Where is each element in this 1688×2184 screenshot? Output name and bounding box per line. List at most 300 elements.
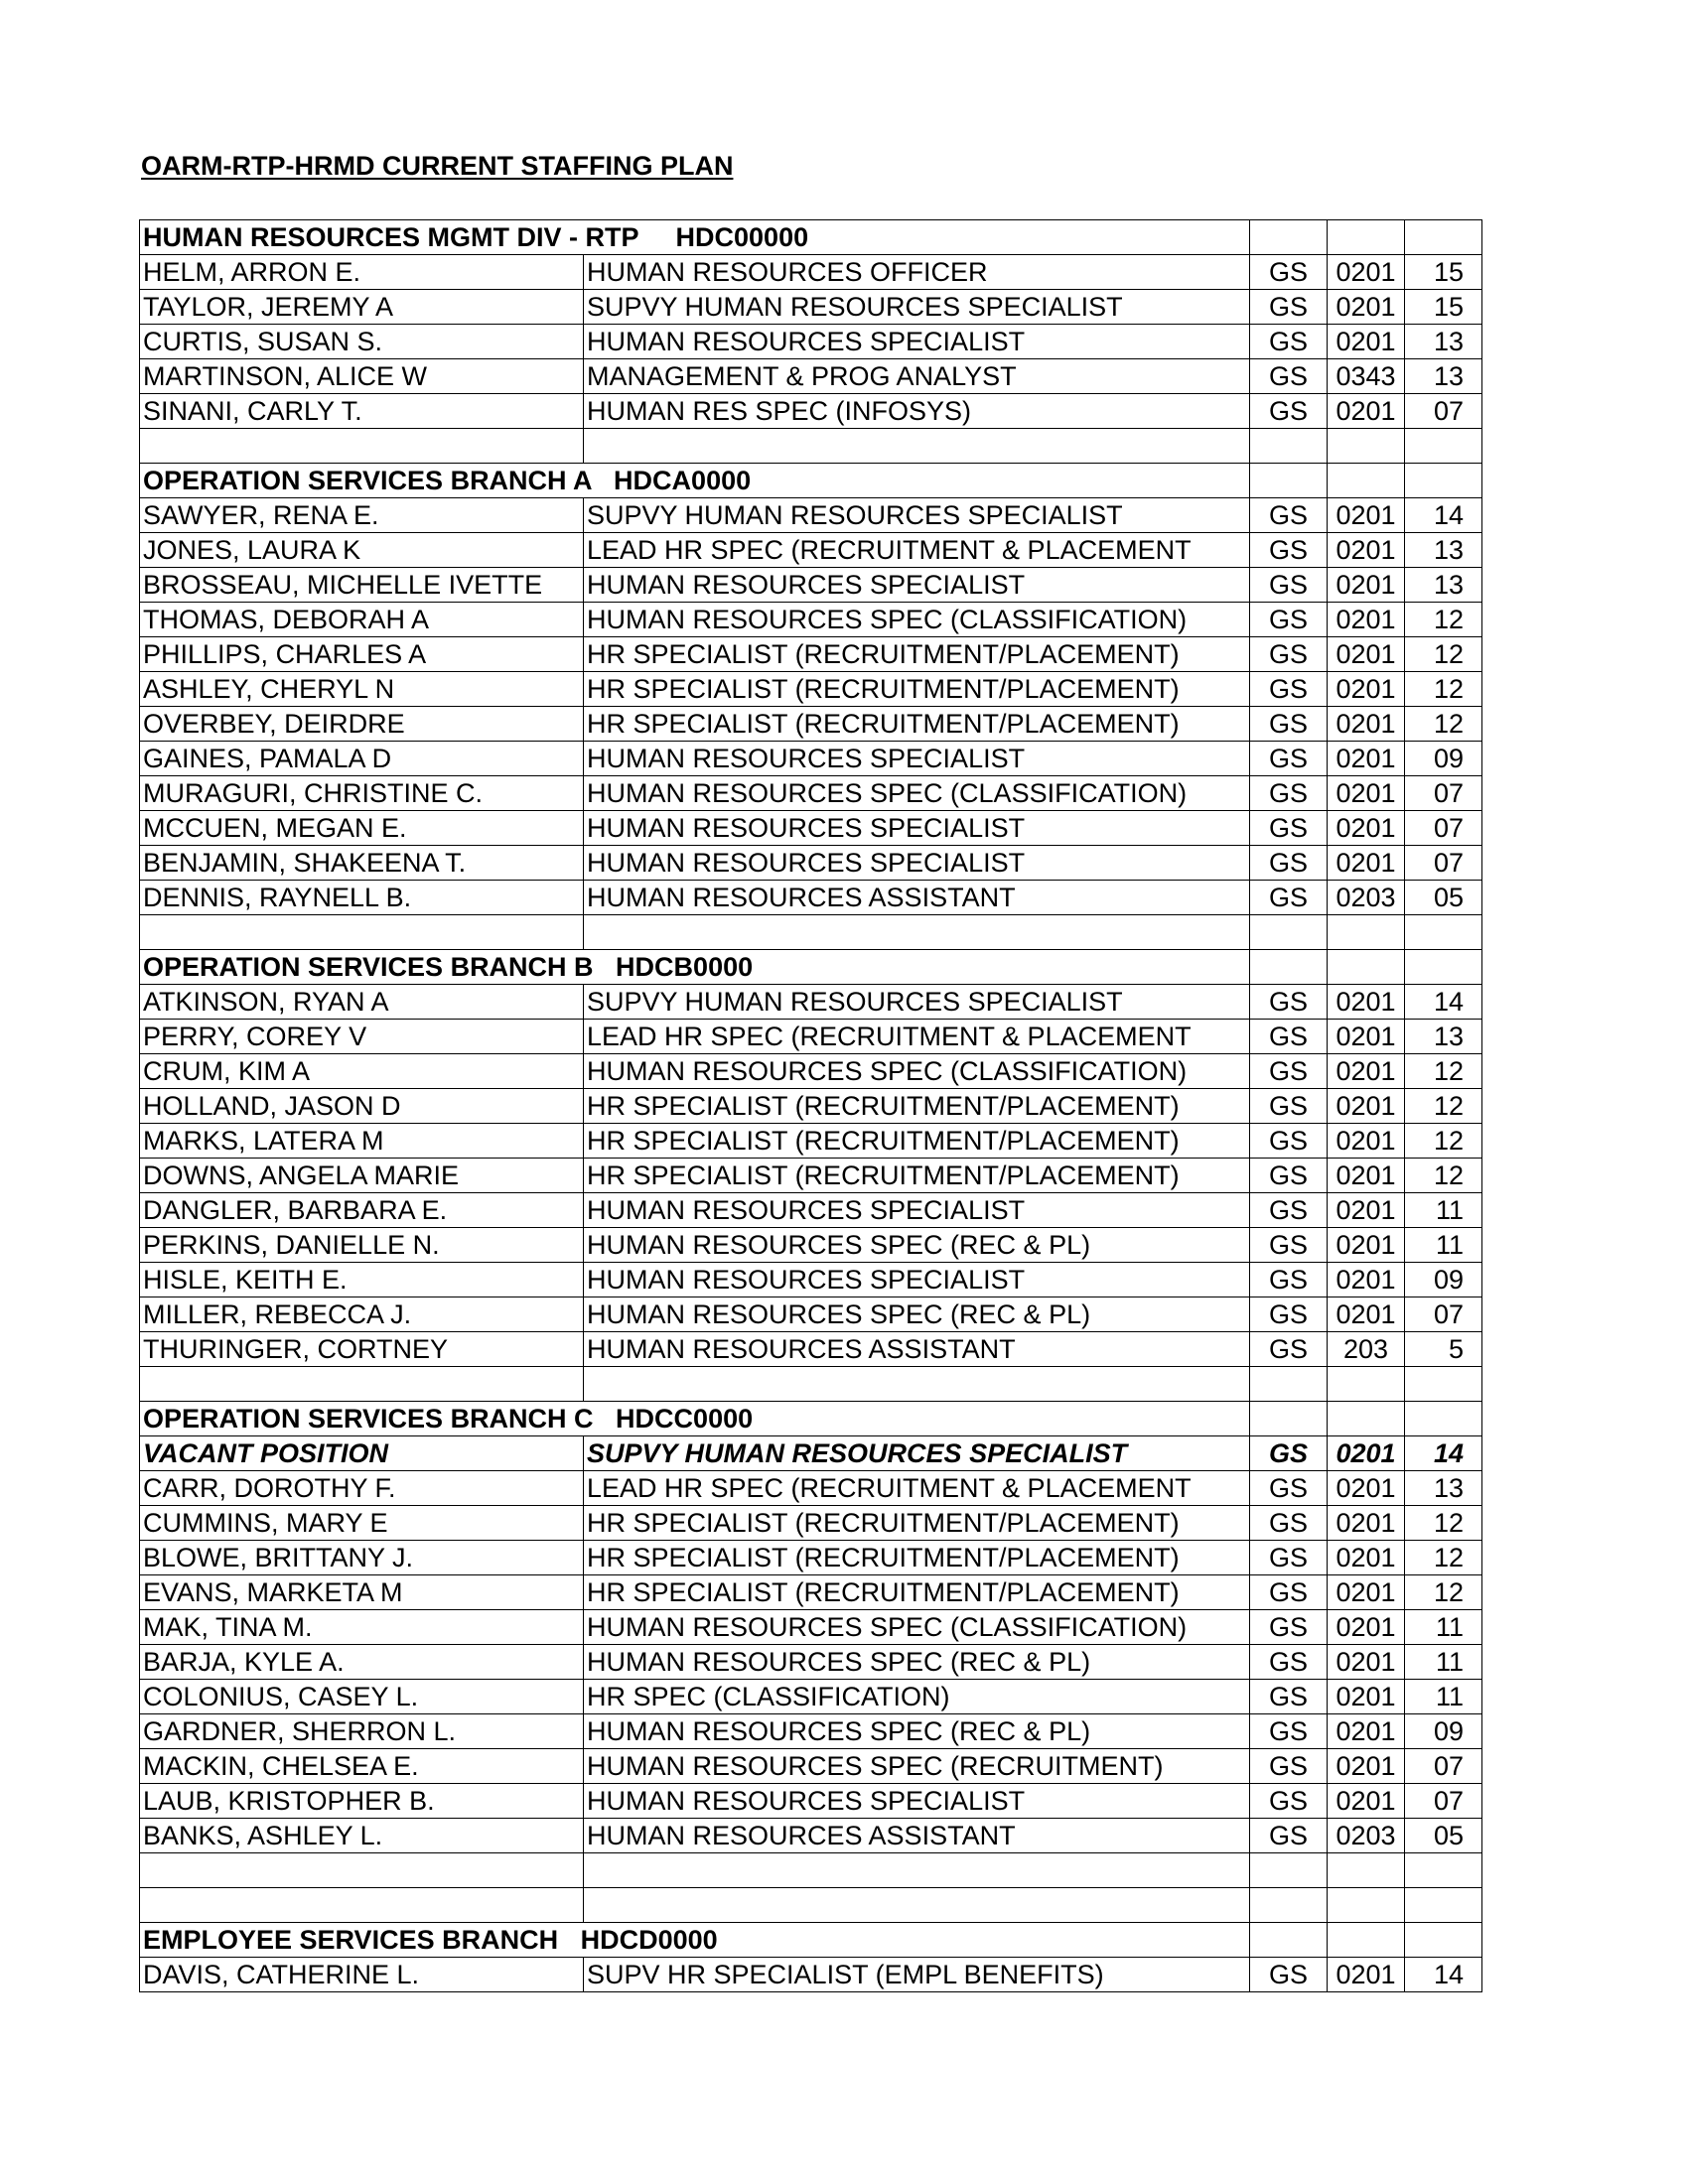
occupational-series: 0201 <box>1328 1506 1405 1541</box>
pay-plan: GS <box>1250 1471 1328 1506</box>
section-header: EMPLOYEE SERVICES BRANCH HDCD0000 <box>140 1923 1250 1958</box>
pay-plan: GS <box>1250 1819 1328 1853</box>
table-row <box>140 672 1482 707</box>
table-row <box>140 1819 1482 1853</box>
pay-plan: GS <box>1250 325 1328 359</box>
position-title: HUMAN RESOURCES SPEC (CLASSIFICATION) <box>584 1054 1250 1089</box>
document-title: OARM-RTP-HRMD CURRENT STAFFING PLAN <box>141 151 734 181</box>
occupational-series: 0201 <box>1328 1958 1405 1992</box>
grade: 12 <box>1405 603 1482 637</box>
position-title: HR SPECIALIST (RECRUITMENT/PLACEMENT) <box>584 1541 1250 1575</box>
occupational-series: 0343 <box>1328 359 1405 394</box>
pay-plan: GS <box>1250 1089 1328 1124</box>
employee-name: HISLE, KEITH E. <box>140 1263 584 1297</box>
employee-name: BANKS, ASHLEY L. <box>140 1819 584 1853</box>
empty-cell <box>1250 220 1328 255</box>
grade: 07 <box>1405 776 1482 811</box>
position-title: HR SPECIALIST (RECRUITMENT/PLACEMENT) <box>584 672 1250 707</box>
employee-name: VACANT POSITION <box>140 1436 584 1471</box>
section-header-row <box>140 1923 1482 1958</box>
pay-plan: GS <box>1250 1054 1328 1089</box>
occupational-series: 0201 <box>1328 1784 1405 1819</box>
grade: 13 <box>1405 359 1482 394</box>
table-row <box>140 1575 1482 1610</box>
position-title: HUMAN RESOURCES OFFICER <box>584 255 1250 290</box>
position-title: LEAD HR SPEC (RECRUITMENT & PLACEMENT <box>584 1471 1250 1506</box>
position-title: HR SPECIALIST (RECRUITMENT/PLACEMENT) <box>584 1575 1250 1610</box>
position-title: SUPVY HUMAN RESOURCES SPECIALIST <box>584 498 1250 533</box>
empty-cell <box>1250 1367 1328 1402</box>
empty-cell <box>1250 1402 1328 1436</box>
occupational-series: 0201 <box>1328 846 1405 881</box>
table-row <box>140 394 1482 429</box>
empty-cell <box>1328 464 1405 498</box>
empty-cell <box>1250 1853 1328 1888</box>
table-row <box>140 1506 1482 1541</box>
pay-plan: GS <box>1250 776 1328 811</box>
table-row <box>140 1020 1482 1054</box>
grade: 12 <box>1405 1541 1482 1575</box>
table-row <box>140 1645 1482 1680</box>
pay-plan: GS <box>1250 1714 1328 1749</box>
grade: 13 <box>1405 1471 1482 1506</box>
employee-name: BLOWE, BRITTANY J. <box>140 1541 584 1575</box>
table-row <box>140 533 1482 568</box>
table-row <box>140 1263 1482 1297</box>
pay-plan: GS <box>1250 1297 1328 1332</box>
empty-cell <box>1250 464 1328 498</box>
employee-name: BROSSEAU, MICHELLE IVETTE <box>140 568 584 603</box>
position-title: HUMAN RESOURCES SPECIALIST <box>584 742 1250 776</box>
empty-cell <box>584 1853 1250 1888</box>
employee-name: SAWYER, RENA E. <box>140 498 584 533</box>
grade: 07 <box>1405 811 1482 846</box>
occupational-series: 0201 <box>1328 1159 1405 1193</box>
empty-cell <box>1328 1402 1405 1436</box>
table-row <box>140 359 1482 394</box>
grade: 13 <box>1405 533 1482 568</box>
pay-plan: GS <box>1250 846 1328 881</box>
position-title: LEAD HR SPEC (RECRUITMENT & PLACEMENT <box>584 533 1250 568</box>
pay-plan: GS <box>1250 394 1328 429</box>
occupational-series: 0201 <box>1328 776 1405 811</box>
employee-name: HOLLAND, JASON D <box>140 1089 584 1124</box>
pay-plan: GS <box>1250 985 1328 1020</box>
pay-plan: GS <box>1250 1784 1328 1819</box>
grade: 11 <box>1405 1645 1482 1680</box>
section-header-row <box>140 220 1482 255</box>
grade: 09 <box>1405 1263 1482 1297</box>
pay-plan: GS <box>1250 1749 1328 1784</box>
table-row <box>140 603 1482 637</box>
blank-row <box>140 429 1482 464</box>
occupational-series: 0201 <box>1328 1749 1405 1784</box>
grade: 11 <box>1405 1680 1482 1714</box>
employee-name: DAVIS, CATHERINE L. <box>140 1958 584 1992</box>
occupational-series: 0201 <box>1328 394 1405 429</box>
table-row <box>140 1054 1482 1089</box>
empty-cell <box>584 1367 1250 1402</box>
employee-name: OVERBEY, DEIRDRE <box>140 707 584 742</box>
grade: 07 <box>1405 1784 1482 1819</box>
occupational-series: 0201 <box>1328 1645 1405 1680</box>
table-row <box>140 1124 1482 1159</box>
empty-cell <box>584 915 1250 950</box>
grade: 12 <box>1405 1054 1482 1089</box>
grade: 15 <box>1405 290 1482 325</box>
table-row <box>140 1541 1482 1575</box>
table-row <box>140 1193 1482 1228</box>
occupational-series: 0203 <box>1328 1819 1405 1853</box>
pay-plan: GS <box>1250 1159 1328 1193</box>
empty-cell <box>1250 915 1328 950</box>
occupational-series: 0201 <box>1328 1193 1405 1228</box>
occupational-series: 0201 <box>1328 1263 1405 1297</box>
position-title: HUMAN RESOURCES SPEC (REC & PL) <box>584 1645 1250 1680</box>
empty-cell <box>140 1367 584 1402</box>
grade: 05 <box>1405 881 1482 915</box>
employee-name: EVANS, MARKETA M <box>140 1575 584 1610</box>
position-title: HUMAN RESOURCES ASSISTANT <box>584 881 1250 915</box>
section-header: OPERATION SERVICES BRANCH B HDCB0000 <box>140 950 1250 985</box>
position-title: HUMAN RESOURCES SPECIALIST <box>584 846 1250 881</box>
employee-name: HELM, ARRON E. <box>140 255 584 290</box>
employee-name: MCCUEN, MEGAN E. <box>140 811 584 846</box>
empty-cell <box>1328 915 1405 950</box>
occupational-series: 0201 <box>1328 1575 1405 1610</box>
occupational-series: 0201 <box>1328 1089 1405 1124</box>
empty-cell <box>1328 429 1405 464</box>
employee-name: MARTINSON, ALICE W <box>140 359 584 394</box>
employee-name: MARKS, LATERA M <box>140 1124 584 1159</box>
empty-cell <box>1405 464 1482 498</box>
pay-plan: GS <box>1250 1020 1328 1054</box>
position-title: SUPV HR SPECIALIST (EMPL BENEFITS) <box>584 1958 1250 1992</box>
staffing-table <box>139 219 1482 1992</box>
pay-plan: GS <box>1250 1332 1328 1367</box>
position-title: HUMAN RESOURCES SPEC (REC & PL) <box>584 1228 1250 1263</box>
occupational-series: 0201 <box>1328 568 1405 603</box>
occupational-series: 0201 <box>1328 533 1405 568</box>
pay-plan: GS <box>1250 1575 1328 1610</box>
empty-cell <box>1250 1888 1328 1923</box>
table-row <box>140 290 1482 325</box>
table-row <box>140 1958 1482 1992</box>
occupational-series: 0201 <box>1328 1297 1405 1332</box>
pay-plan: GS <box>1250 1958 1328 1992</box>
pay-plan: GS <box>1250 1680 1328 1714</box>
empty-cell <box>1405 1402 1482 1436</box>
pay-plan: GS <box>1250 255 1328 290</box>
position-title: SUPVY HUMAN RESOURCES SPECIALIST <box>584 290 1250 325</box>
position-title: HUMAN RESOURCES SPEC (RECRUITMENT) <box>584 1749 1250 1784</box>
table-row <box>140 1680 1482 1714</box>
table-row <box>140 1089 1482 1124</box>
position-title: HUMAN RES SPEC (INFOSYS) <box>584 394 1250 429</box>
employee-name: DANGLER, BARBARA E. <box>140 1193 584 1228</box>
table-row <box>140 1332 1482 1367</box>
pay-plan: GS <box>1250 707 1328 742</box>
empty-cell <box>1405 1367 1482 1402</box>
section-header: OPERATION SERVICES BRANCH A HDCA0000 <box>140 464 1250 498</box>
grade: 14 <box>1405 985 1482 1020</box>
pay-plan: GS <box>1250 603 1328 637</box>
position-title: HR SPECIALIST (RECRUITMENT/PLACEMENT) <box>584 707 1250 742</box>
table-row <box>140 637 1482 672</box>
employee-name: BARJA, KYLE A. <box>140 1645 584 1680</box>
staffing-table-body <box>140 220 1482 1992</box>
empty-cell <box>1405 950 1482 985</box>
position-title: HR SPEC (CLASSIFICATION) <box>584 1680 1250 1714</box>
employee-name: THOMAS, DEBORAH A <box>140 603 584 637</box>
occupational-series: 0201 <box>1328 1020 1405 1054</box>
pay-plan: GS <box>1250 1193 1328 1228</box>
pay-plan: GS <box>1250 1645 1328 1680</box>
occupational-series: 0201 <box>1328 637 1405 672</box>
section-header-row <box>140 950 1482 985</box>
grade: 13 <box>1405 568 1482 603</box>
empty-cell <box>1405 1923 1482 1958</box>
empty-cell <box>1405 915 1482 950</box>
occupational-series: 0201 <box>1328 255 1405 290</box>
occupational-series: 0201 <box>1328 1228 1405 1263</box>
employee-name: SINANI, CARLY T. <box>140 394 584 429</box>
position-title: HUMAN RESOURCES SPECIALIST <box>584 811 1250 846</box>
grade: 11 <box>1405 1610 1482 1645</box>
empty-cell <box>1328 950 1405 985</box>
occupational-series: 0201 <box>1328 1124 1405 1159</box>
table-row <box>140 846 1482 881</box>
position-title: SUPVY HUMAN RESOURCES SPECIALIST <box>584 985 1250 1020</box>
pay-plan: GS <box>1250 1263 1328 1297</box>
grade: 12 <box>1405 1506 1482 1541</box>
occupational-series: 0201 <box>1328 742 1405 776</box>
empty-cell <box>1250 1923 1328 1958</box>
position-title: HUMAN RESOURCES SPEC (REC & PL) <box>584 1297 1250 1332</box>
pay-plan: GS <box>1250 1436 1328 1471</box>
grade: 14 <box>1405 1436 1482 1471</box>
empty-cell <box>1405 1853 1482 1888</box>
empty-cell <box>140 1888 584 1923</box>
empty-cell <box>1328 1853 1405 1888</box>
employee-name: CARR, DOROTHY F. <box>140 1471 584 1506</box>
blank-row <box>140 1367 1482 1402</box>
position-title: HUMAN RESOURCES SPECIALIST <box>584 1263 1250 1297</box>
pay-plan: GS <box>1250 881 1328 915</box>
position-title: HUMAN RESOURCES SPECIALIST <box>584 1784 1250 1819</box>
occupational-series: 0201 <box>1328 1541 1405 1575</box>
grade: 07 <box>1405 1297 1482 1332</box>
occupational-series: 0201 <box>1328 1054 1405 1089</box>
table-row <box>140 255 1482 290</box>
empty-cell <box>584 1888 1250 1923</box>
section-header: HUMAN RESOURCES MGMT DIV - RTP HDC00000 <box>140 220 1250 255</box>
employee-name: ATKINSON, RYAN A <box>140 985 584 1020</box>
empty-cell <box>1328 220 1405 255</box>
vacant-position-row <box>140 1436 1482 1471</box>
position-title: HR SPECIALIST (RECRUITMENT/PLACEMENT) <box>584 1089 1250 1124</box>
employee-name: COLONIUS, CASEY L. <box>140 1680 584 1714</box>
position-title: LEAD HR SPEC (RECRUITMENT & PLACEMENT <box>584 1020 1250 1054</box>
grade: 05 <box>1405 1819 1482 1853</box>
occupational-series: 0201 <box>1328 498 1405 533</box>
position-title: HUMAN RESOURCES SPEC (CLASSIFICATION) <box>584 776 1250 811</box>
occupational-series: 0201 <box>1328 1714 1405 1749</box>
empty-cell <box>140 915 584 950</box>
employee-name: ASHLEY, CHERYL N <box>140 672 584 707</box>
occupational-series: 0201 <box>1328 290 1405 325</box>
table-row <box>140 1610 1482 1645</box>
empty-cell <box>1250 429 1328 464</box>
employee-name: GARDNER, SHERRON L. <box>140 1714 584 1749</box>
employee-name: TAYLOR, JEREMY A <box>140 290 584 325</box>
employee-name: PERRY, COREY V <box>140 1020 584 1054</box>
blank-row <box>140 1853 1482 1888</box>
pay-plan: GS <box>1250 1506 1328 1541</box>
position-title: HUMAN RESOURCES SPEC (CLASSIFICATION) <box>584 603 1250 637</box>
position-title: MANAGEMENT & PROG ANALYST <box>584 359 1250 394</box>
occupational-series: 0201 <box>1328 811 1405 846</box>
employee-name: PERKINS, DANIELLE N. <box>140 1228 584 1263</box>
pay-plan: GS <box>1250 1124 1328 1159</box>
pay-plan: GS <box>1250 359 1328 394</box>
empty-cell <box>1405 220 1482 255</box>
table-row <box>140 985 1482 1020</box>
grade: 12 <box>1405 707 1482 742</box>
table-row <box>140 811 1482 846</box>
grade: 14 <box>1405 498 1482 533</box>
blank-row <box>140 1888 1482 1923</box>
empty-cell <box>140 1853 584 1888</box>
position-title: HUMAN RESOURCES SPECIALIST <box>584 325 1250 359</box>
grade: 07 <box>1405 1749 1482 1784</box>
table-row <box>140 568 1482 603</box>
empty-cell <box>1250 950 1328 985</box>
pay-plan: GS <box>1250 1610 1328 1645</box>
grade: 12 <box>1405 637 1482 672</box>
table-row <box>140 1784 1482 1819</box>
grade: 12 <box>1405 1159 1482 1193</box>
pay-plan: GS <box>1250 742 1328 776</box>
grade: 12 <box>1405 672 1482 707</box>
pay-plan: GS <box>1250 672 1328 707</box>
table-row <box>140 1297 1482 1332</box>
position-title: HUMAN RESOURCES SPEC (REC & PL) <box>584 1714 1250 1749</box>
occupational-series: 0201 <box>1328 1610 1405 1645</box>
grade: 12 <box>1405 1575 1482 1610</box>
employee-name: PHILLIPS, CHARLES A <box>140 637 584 672</box>
employee-name: MILLER, REBECCA J. <box>140 1297 584 1332</box>
employee-name: CRUM, KIM A <box>140 1054 584 1089</box>
position-title: HR SPECIALIST (RECRUITMENT/PLACEMENT) <box>584 1124 1250 1159</box>
occupational-series: 0201 <box>1328 325 1405 359</box>
pay-plan: GS <box>1250 568 1328 603</box>
grade: 15 <box>1405 255 1482 290</box>
grade: 12 <box>1405 1124 1482 1159</box>
occupational-series: 0201 <box>1328 1471 1405 1506</box>
occupational-series: 0201 <box>1328 603 1405 637</box>
section-header-row <box>140 1402 1482 1436</box>
empty-cell <box>1405 1888 1482 1923</box>
empty-cell <box>140 429 584 464</box>
grade: 09 <box>1405 742 1482 776</box>
empty-cell <box>1328 1367 1405 1402</box>
pay-plan: GS <box>1250 811 1328 846</box>
occupational-series: 0201 <box>1328 707 1405 742</box>
grade: 5 <box>1405 1332 1482 1367</box>
position-title: HR SPECIALIST (RECRUITMENT/PLACEMENT) <box>584 637 1250 672</box>
grade: 11 <box>1405 1193 1482 1228</box>
position-title: SUPVY HUMAN RESOURCES SPECIALIST <box>584 1436 1250 1471</box>
table-row <box>140 325 1482 359</box>
table-row <box>140 1159 1482 1193</box>
employee-name: MAK, TINA M. <box>140 1610 584 1645</box>
grade: 13 <box>1405 325 1482 359</box>
occupational-series: 203 <box>1328 1332 1405 1367</box>
employee-name: THURINGER, CORTNEY <box>140 1332 584 1367</box>
position-title: HR SPECIALIST (RECRUITMENT/PLACEMENT) <box>584 1159 1250 1193</box>
table-row <box>140 742 1482 776</box>
position-title: HUMAN RESOURCES ASSISTANT <box>584 1819 1250 1853</box>
employee-name: BENJAMIN, SHAKEENA T. <box>140 846 584 881</box>
employee-name: MURAGURI, CHRISTINE C. <box>140 776 584 811</box>
occupational-series: 0201 <box>1328 672 1405 707</box>
table-row <box>140 498 1482 533</box>
table-row <box>140 1228 1482 1263</box>
blank-row <box>140 915 1482 950</box>
pay-plan: GS <box>1250 1541 1328 1575</box>
position-title: HR SPECIALIST (RECRUITMENT/PLACEMENT) <box>584 1506 1250 1541</box>
table-row <box>140 1714 1482 1749</box>
pay-plan: GS <box>1250 533 1328 568</box>
pay-plan: GS <box>1250 290 1328 325</box>
occupational-series: 0201 <box>1328 1680 1405 1714</box>
grade: 14 <box>1405 1958 1482 1992</box>
employee-name: GAINES, PAMALA D <box>140 742 584 776</box>
grade: 11 <box>1405 1228 1482 1263</box>
empty-cell <box>1328 1888 1405 1923</box>
table-row <box>140 1471 1482 1506</box>
grade: 07 <box>1405 394 1482 429</box>
position-title: HUMAN RESOURCES SPECIALIST <box>584 1193 1250 1228</box>
pay-plan: GS <box>1250 498 1328 533</box>
employee-name: LAUB, KRISTOPHER B. <box>140 1784 584 1819</box>
grade: 13 <box>1405 1020 1482 1054</box>
grade: 12 <box>1405 1089 1482 1124</box>
employee-name: DENNIS, RAYNELL B. <box>140 881 584 915</box>
empty-cell <box>1405 429 1482 464</box>
grade: 07 <box>1405 846 1482 881</box>
table-row <box>140 1749 1482 1784</box>
employee-name: DOWNS, ANGELA MARIE <box>140 1159 584 1193</box>
pay-plan: GS <box>1250 1228 1328 1263</box>
employee-name: CURTIS, SUSAN S. <box>140 325 584 359</box>
occupational-series: 0203 <box>1328 881 1405 915</box>
section-header-row <box>140 464 1482 498</box>
position-title: HUMAN RESOURCES ASSISTANT <box>584 1332 1250 1367</box>
position-title: HUMAN RESOURCES SPECIALIST <box>584 568 1250 603</box>
grade: 09 <box>1405 1714 1482 1749</box>
empty-cell <box>584 429 1250 464</box>
pay-plan: GS <box>1250 637 1328 672</box>
employee-name: MACKIN, CHELSEA E. <box>140 1749 584 1784</box>
occupational-series: 0201 <box>1328 985 1405 1020</box>
table-row <box>140 776 1482 811</box>
employee-name: JONES, LAURA K <box>140 533 584 568</box>
section-header: OPERATION SERVICES BRANCH C HDCC0000 <box>140 1402 1250 1436</box>
employee-name: CUMMINS, MARY E <box>140 1506 584 1541</box>
table-row <box>140 881 1482 915</box>
